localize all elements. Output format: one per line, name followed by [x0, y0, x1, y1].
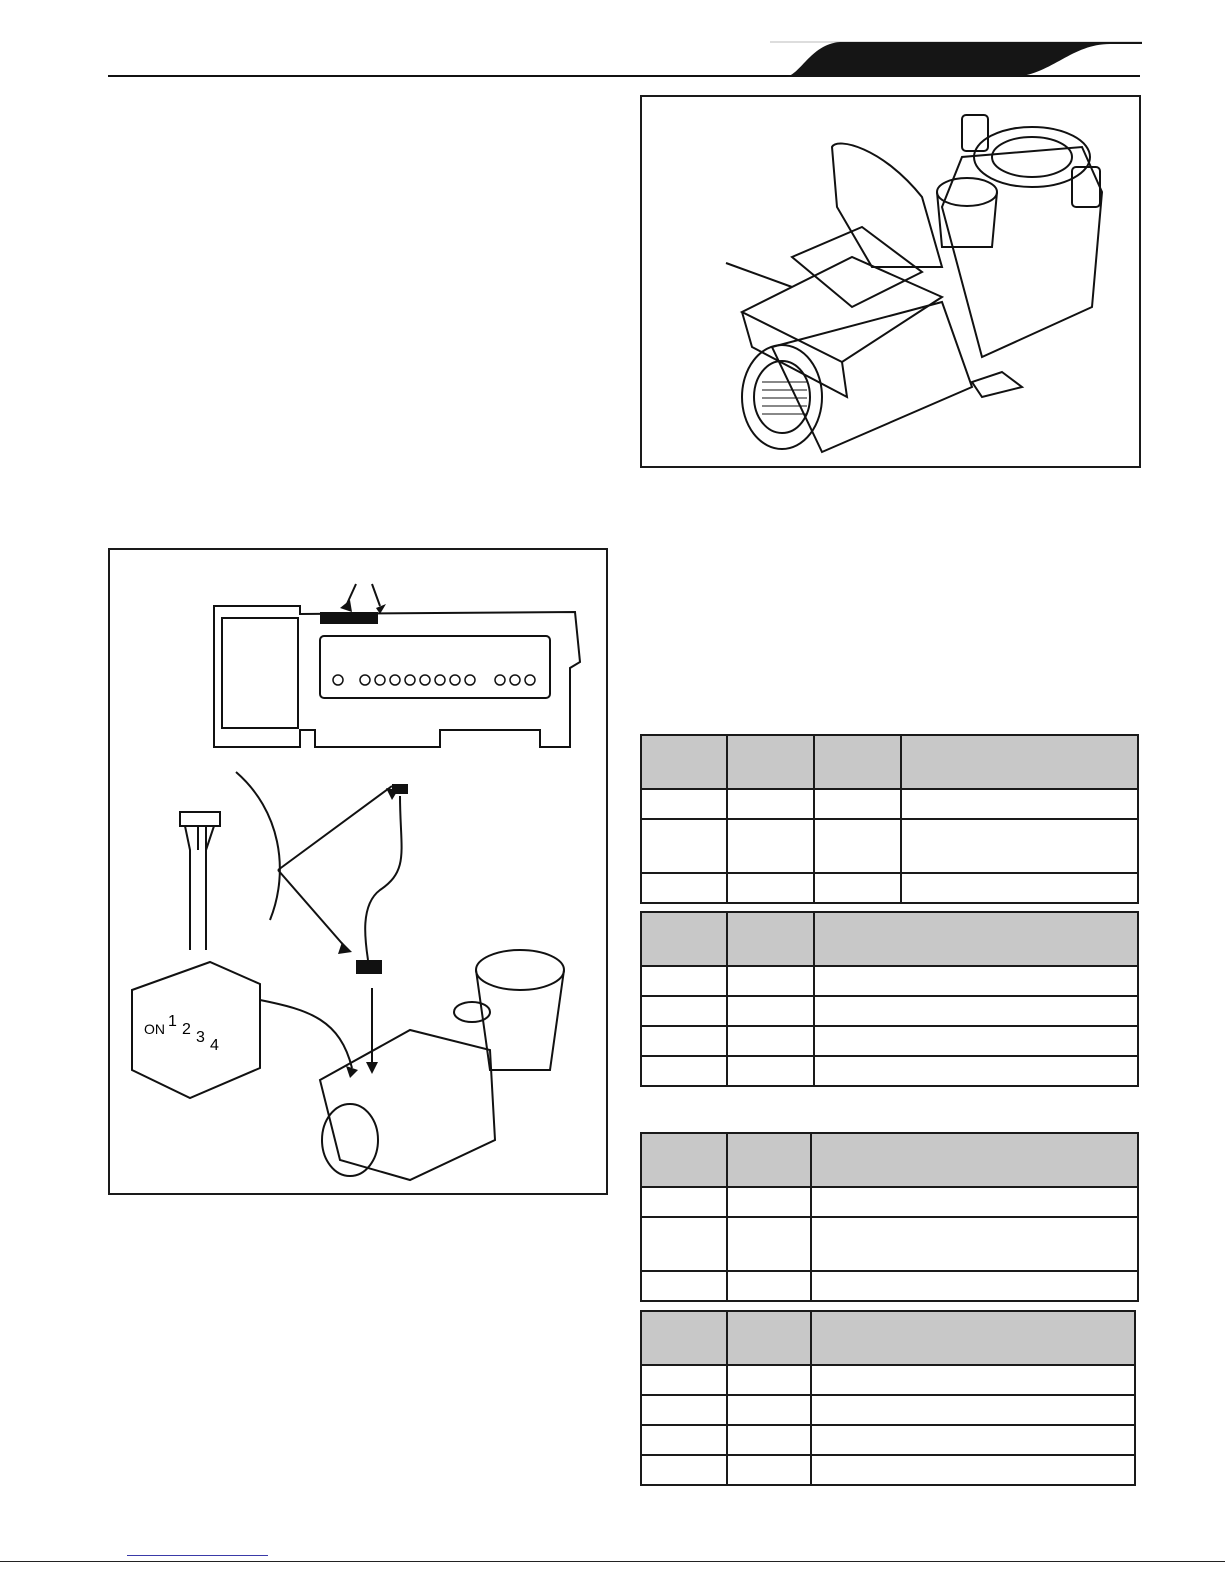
spec-table-3	[640, 1132, 1139, 1302]
wiring-diagram	[110, 550, 606, 1193]
connector-plug-icon	[180, 812, 220, 826]
footer-rule	[0, 1561, 1225, 1562]
pump-with-open-cover-icon	[642, 97, 1139, 466]
control-board-icon	[214, 606, 580, 747]
spec-table-2	[640, 911, 1139, 1087]
dip-number-3: 3	[196, 1029, 205, 1046]
dip-number-4: 4	[210, 1037, 219, 1054]
wiring-figure	[108, 548, 608, 1195]
dip-on-label: ON	[144, 1021, 165, 1037]
footer-link-underline[interactable]	[127, 1555, 268, 1556]
dip-number-2: 2	[182, 1021, 191, 1038]
spec-table-4	[640, 1310, 1136, 1486]
spec-table-1	[640, 734, 1139, 904]
dip-number-1: 1	[168, 1013, 177, 1030]
pump-figure	[640, 95, 1141, 468]
header-tab-shape	[770, 38, 1142, 80]
